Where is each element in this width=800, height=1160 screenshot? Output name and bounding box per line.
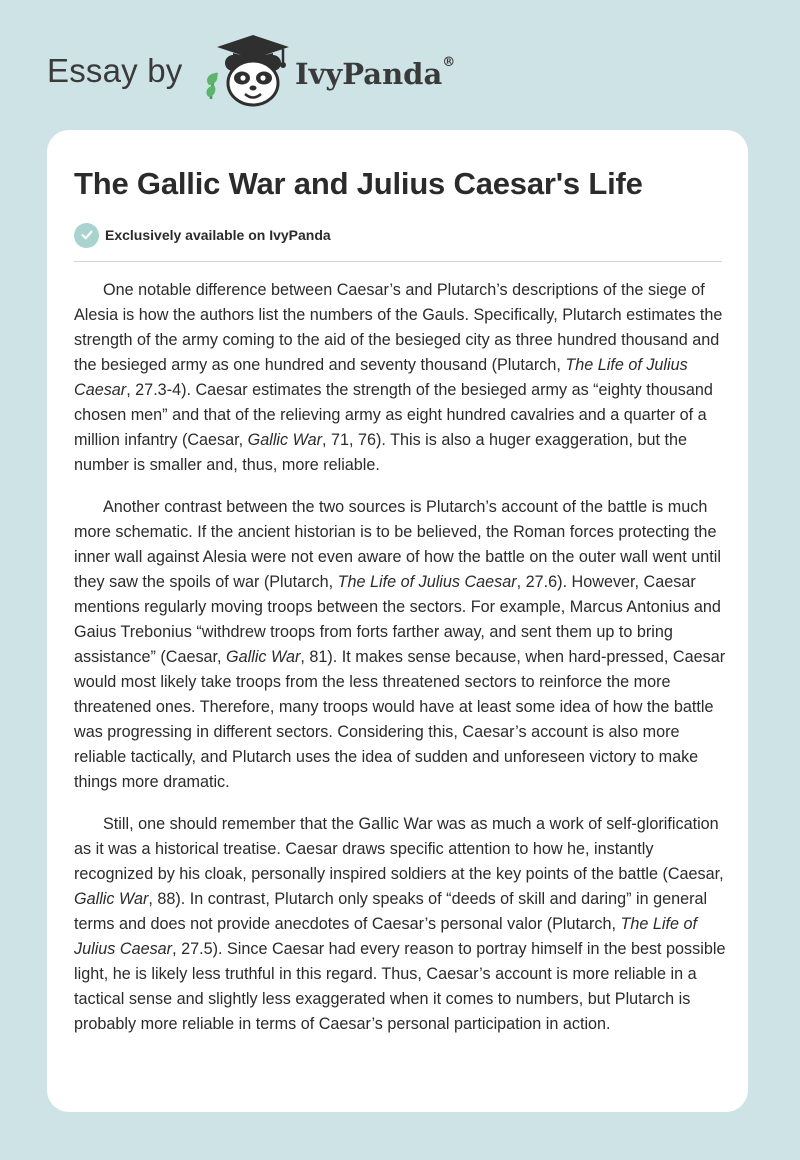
exclusive-badge [74, 222, 331, 248]
site-header [47, 30, 547, 110]
paragraph [74, 812, 726, 1037]
paragraph-text: , 71, 76). This is also a huger exaggeration, but the number is smaller and, thus, more reliable. [74, 431, 688, 474]
citation-title: Gallic War [226, 648, 301, 666]
divider [74, 261, 722, 262]
badge-text: Exclusively available on IvyPanda [105, 227, 331, 243]
paragraph-text: , 88). In contrast, Plutarch only speaks of “deeds of skill and daring” in general terms and does not provide anecdotes of Caesar’s personal valor (Plutarch, [74, 890, 708, 933]
essay-body [74, 278, 726, 1054]
citation-title: Gallic War [74, 890, 149, 908]
paragraph-text: , 27.6). However, Caesar mentions regularly moving troops between the sectors. For example, Marcus Antonius and Gaius Trebonius “withdrew troops from forts farther away, and sent them up to bring assistance” (Caesar, [74, 573, 721, 666]
paragraph-text: Another contrast between the two sources is Plutarch’s account of the battle is much more schematic. If the ancient historian is to be believed, the Roman forces protecting the inner wall against Alesia were not even aware of how the battle on the outer wall went until they saw the spoils of war (Plutarch, [74, 498, 721, 591]
paragraph-text: Still, one should remember that the Gallic War was as much a work of self-glorification as it was a historical treatise. Caesar draws specific attention to how he, instantly recognized by his cloak, personally inspired soldiers at the key points of the battle (Caesar, [74, 815, 724, 883]
brand-name[interactable]: IvyPanda® [295, 55, 456, 91]
registered-mark: ® [442, 55, 456, 70]
page-title: The Gallic War and Julius Caesar's Life [74, 166, 643, 201]
paragraph-text: One notable difference between Caesar’s and Plutarch’s descriptions of the siege of Alesia is how the authors list the numbers of the Gauls. Specifically, Plutarch estimates the strength of the army coming to the aid of the besieged city as three hundred thousand and the besieged army as one hundred and seventy thousand (Plutarch, [74, 281, 723, 374]
citation-title: The Life of Julius Caesar [74, 915, 697, 958]
citation-title: The Life of Julius Caesar [74, 356, 688, 399]
paragraph [74, 495, 726, 795]
check-circle-icon [74, 223, 99, 248]
paragraph [74, 278, 726, 478]
paragraph-text: , 27.5). Since Caesar had every reason to portray himself in the best possible light, he is likely less truthful in this regard. Thus, Caesar’s account is more reliable in a tactical sense and slightly less exaggerated when it comes to numbers, but Plutarch is probably more reliable in terms of Caesar’s personal participation in action. [74, 940, 726, 1033]
essay-card [47, 130, 748, 1112]
essay-by-label: Essay by [47, 52, 183, 89]
leaf-icon [206, 73, 217, 99]
paragraph-text: , 27.3-4). Caesar estimates the strength of the besieged army as “eighty thousand chosen men” and that of the relieving army as eight hundred cavalries and a quarter of a million infantry (Caesar, [74, 381, 713, 449]
panda-graduate-icon[interactable] [201, 33, 293, 109]
citation-title: Gallic War [247, 431, 322, 449]
paragraph-text: , 81). It makes sense because, when hard-pressed, Caesar would most likely take troops from the less threatened sectors to reinforce the more threatened ones. Therefore, many troops would have at least some idea of how the battle was progressing in different sectors. Considering this, Caesar’s account is also more reliable tactically, and Plutarch uses the idea of sudden and unforeseen victory to make things more dramatic. [74, 648, 726, 791]
citation-title: The Life of Julius Caesar [337, 573, 517, 591]
